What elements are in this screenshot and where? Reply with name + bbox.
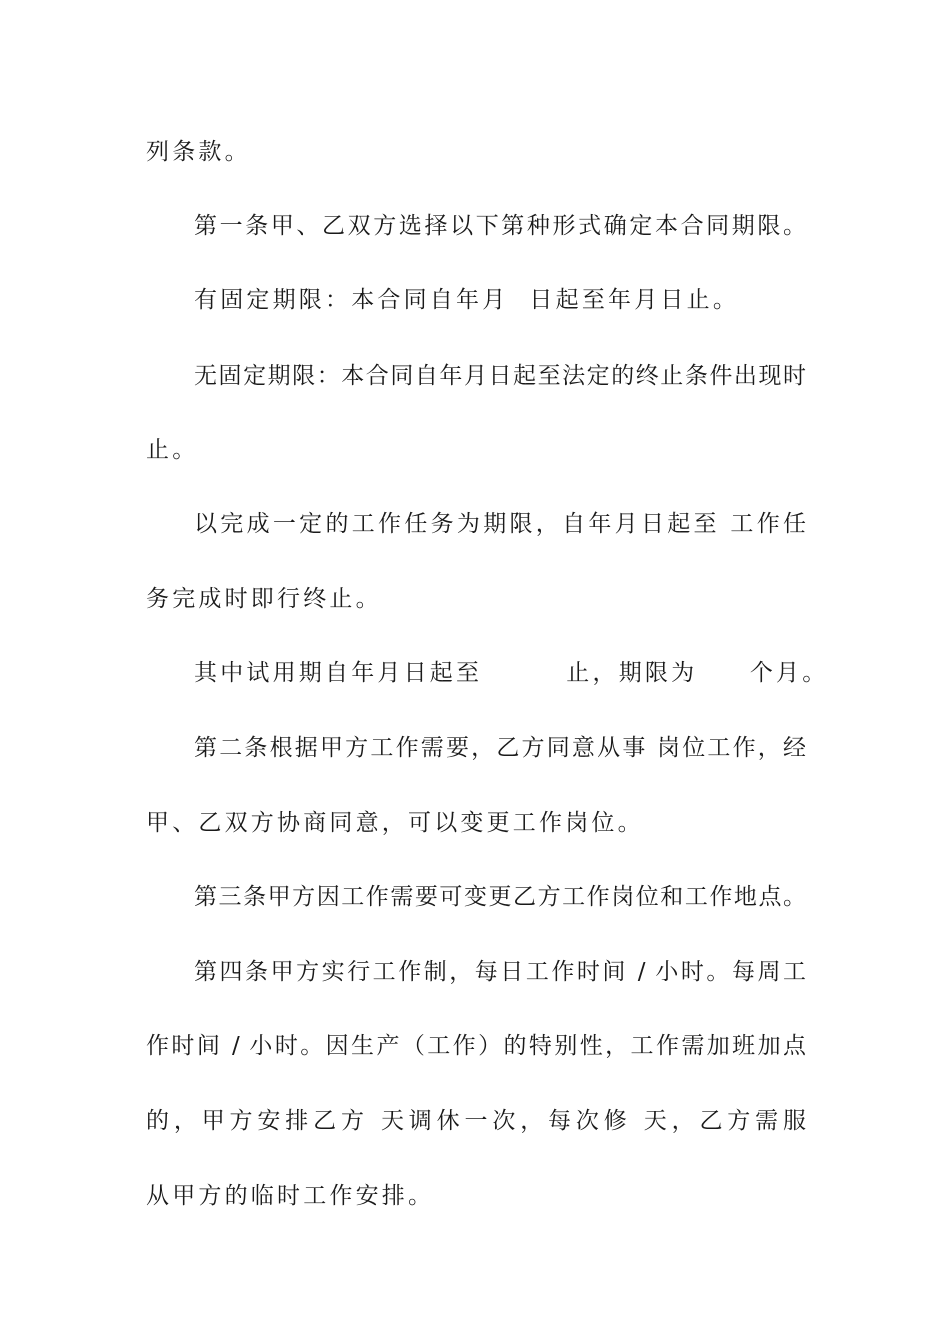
paragraph-line: 的，甲方安排乙方 天调休一次，每次修 天，乙方需服: [146, 1108, 806, 1134]
paragraph-line: 第一条甲、乙双方选择以下第种形式确定本合同期限。: [194, 213, 806, 239]
paragraph-line: 务完成时即行终止。: [146, 586, 382, 612]
paragraph-line: 无固定期限：本合同自年月日起至法定的终止条件出现时: [194, 363, 806, 389]
paragraph-line: 其中试用期自年月日起至 止，期限为 个月。: [194, 660, 829, 686]
paragraph-line: 以完成一定的工作任务为期限，自年月日起至 工作任: [194, 511, 806, 537]
paragraph-line: 第四条甲方实行工作制，每日工作时间 / 小时。每周工: [194, 959, 806, 985]
paragraph-line: 有固定期限：本合同自年月 日起至年月日止。: [194, 287, 740, 313]
paragraph-line: 甲、乙双方协商同意，可以变更工作岗位。: [146, 810, 644, 836]
paragraph-line: 从甲方的临时工作安排。: [146, 1183, 435, 1209]
paragraph-line: 止。: [146, 437, 199, 463]
paragraph-line: 第二条根据甲方工作需要，乙方同意从事 岗位工作，经: [194, 735, 806, 761]
paragraph-line: 第三条甲方因工作需要可变更乙方工作岗位和工作地点。: [194, 884, 806, 910]
paragraph-line: 作时间 / 小时。因生产（工作）的特别性，工作需加班加点: [146, 1033, 806, 1059]
paragraph-line: 列条款。: [146, 139, 251, 165]
